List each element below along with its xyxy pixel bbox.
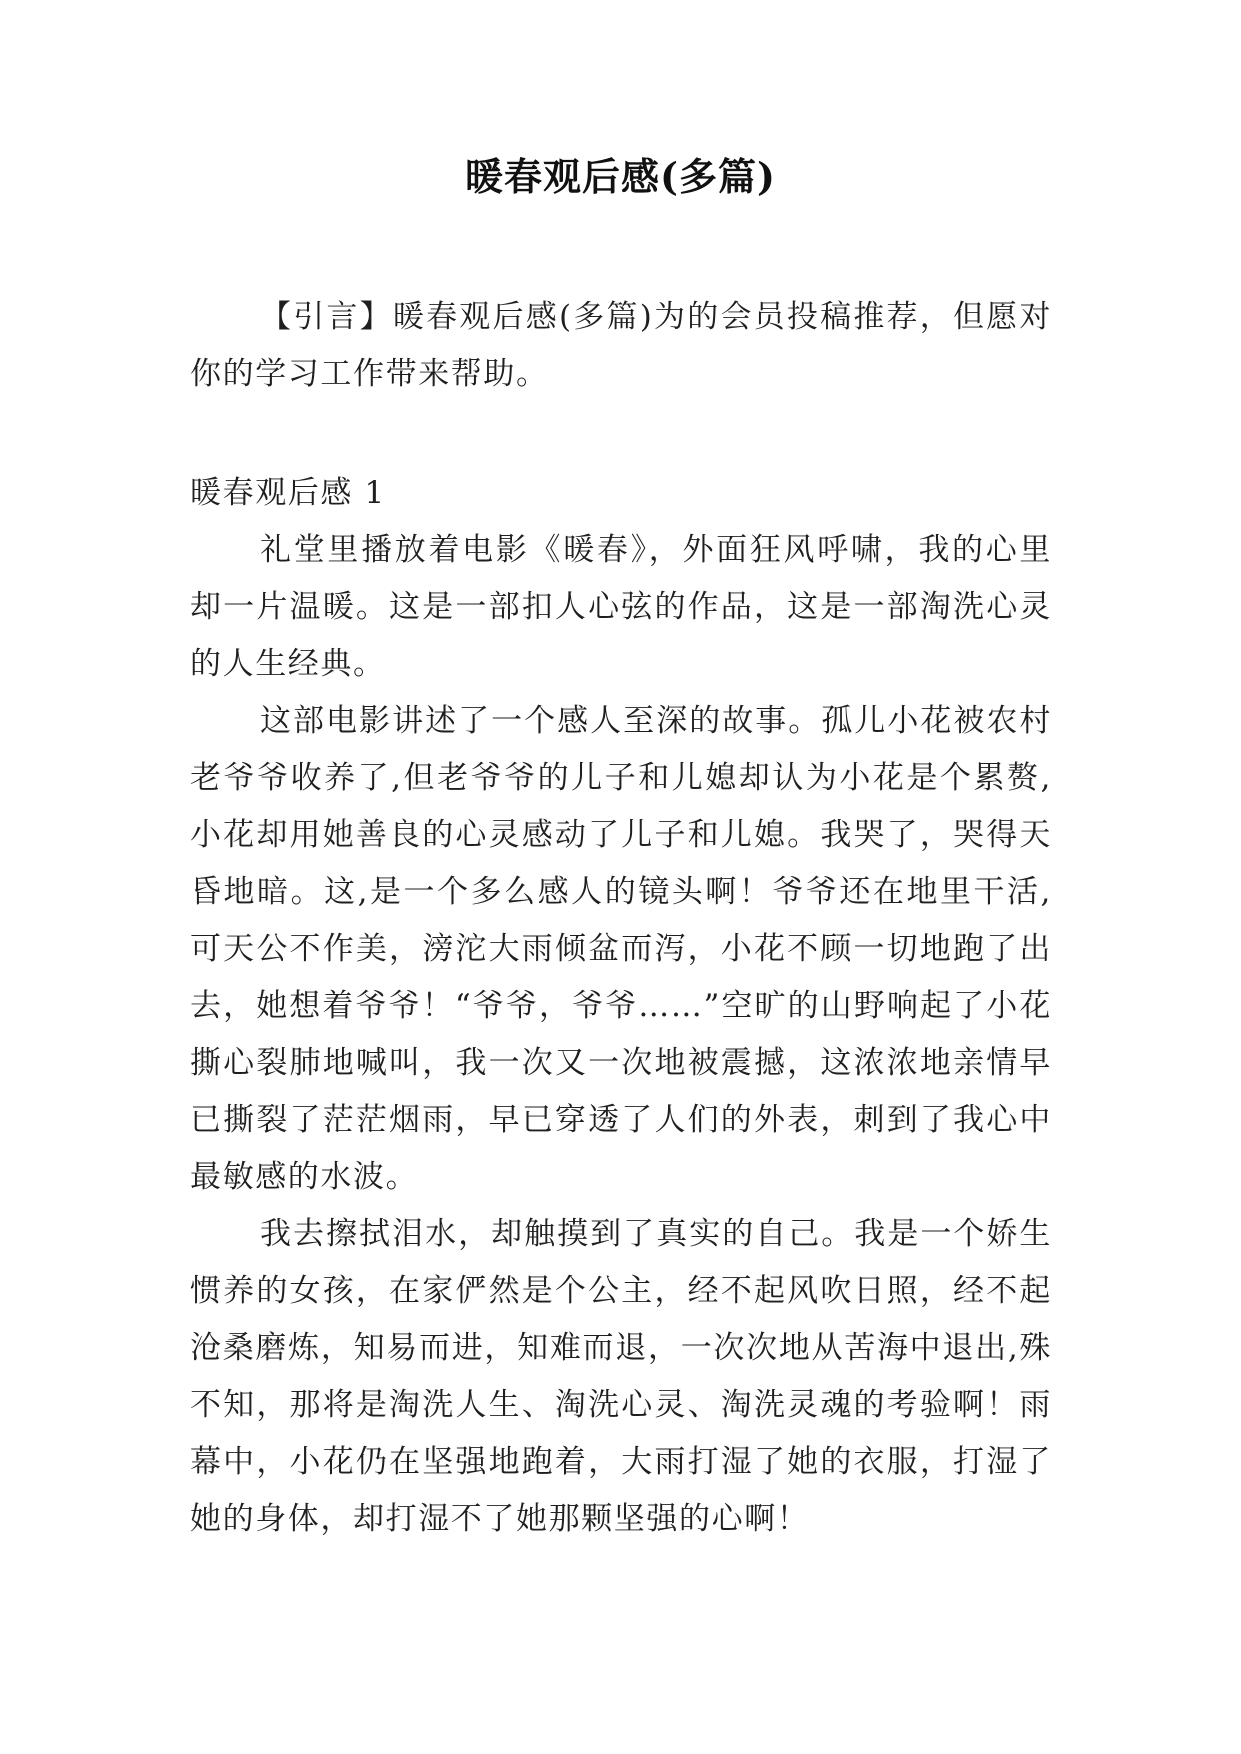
document-title: 暖春观后感(多篇) — [465, 154, 776, 199]
body-paragraph: 这部电影讲述了一个感人至深的故事。孤儿小花被农村老爷爷收养了,但老爷爷的儿子和儿媳却认为小花是个累赘,小花却用她善良的心灵感动了儿子和儿媳。我哭了，哭得天昏地暗。这,是一个多么感人的镜头啊！爷爷还在地里干活,可天公不作美，滂沱大雨倾盆而泻，小花不顾一切地跑了出去，她想着爷爷！“爷爷，爷爷……”空旷的山野响起了小花撕心裂肺地喊叫，我一次又一次地被震撼，这浓浓地亲情早已撕裂了茫茫烟雨，早已穿透了人们的外表，刺到了我心中最敏感的水波。 — [190, 703, 1052, 1195]
intro-paragraph: 【引言】暖春观后感(多篇)为的会员投稿推荐，但愿对你的学习工作带来帮助。 — [190, 299, 1052, 392]
section-heading: 暖春观后感 1 — [190, 475, 386, 511]
body-paragraph: 我去擦拭泪水，却触摸到了真实的自己。我是一个娇生惯养的女孩，在家俨然是个公主，经不起风吹日照，经不起沧桑磨炼，知易而进，知难而退，一次次地从苦海中退出,殊不知，那将是淘洗人生、淘洗心灵、淘洗灵魂的考验啊！雨幕中，小花仍在坚强地跑着，大雨打湿了她的衣服，打湿了她的身体，却打湿不了她那颗坚强的心啊！ — [190, 1216, 1052, 1537]
section-body — [190, 522, 1052, 1548]
body-paragraph: 礼堂里播放着电影《暖春》，外面狂风呼啸，我的心里却一片温暖。这是一部扣人心弦的作品，这是一部淘洗心灵的人生经典。 — [190, 532, 1052, 682]
